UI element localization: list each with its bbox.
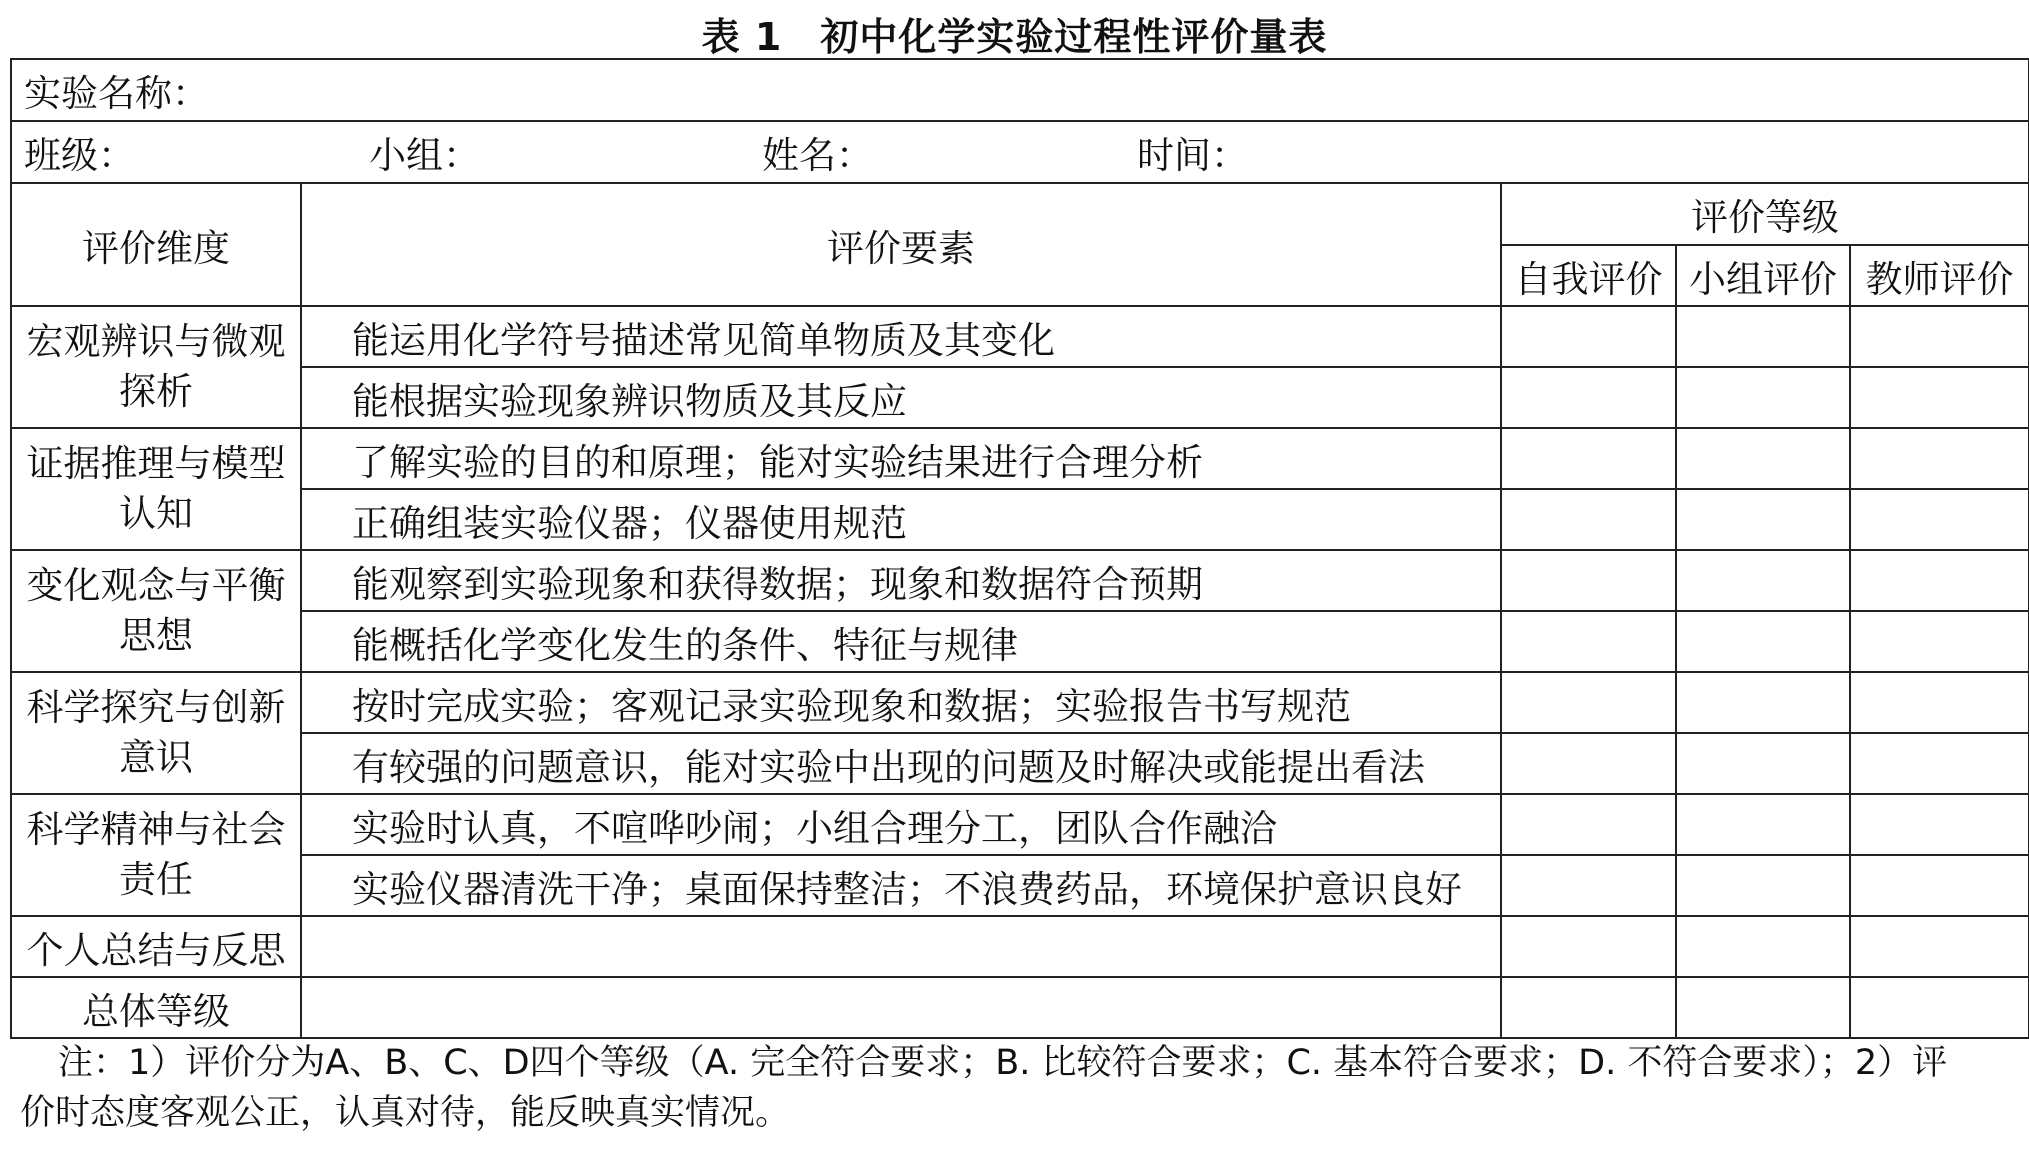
dimension-cell: 科学探究与创新意识	[11, 672, 301, 794]
teacher-grade-cell	[1850, 672, 2029, 733]
header-teacher-evaluation: 教师评价	[1850, 245, 2029, 306]
teacher-grade-cell	[1850, 611, 2029, 672]
element-cell: 能根据实验现象辨识物质及其反应	[301, 367, 1501, 428]
self-grade-cell	[1501, 733, 1676, 794]
reflection-label: 个人总结与反思	[11, 916, 301, 977]
note-line-1: 注：1）评价分为A、B、C、D四个等级（A. 完全符合要求；B. 比较符合要求；C. 基本符合要求；D. 不符合要求）；2）评	[58, 1043, 1948, 1083]
group-grade-cell	[1676, 489, 1850, 550]
self-grade-cell	[1501, 916, 1676, 977]
header-elements: 评价要素	[301, 183, 1501, 306]
table-note	[20, 1038, 2010, 1138]
group-grade-cell	[1676, 367, 1850, 428]
student-info-row	[11, 121, 2029, 183]
element-cell: 实验时认真，不喧哗吵闹；小组合理分工，团队合作融洽	[301, 794, 1501, 855]
group-grade-cell	[1676, 428, 1850, 489]
element-cell: 能观察到实验现象和获得数据；现象和数据符合预期	[301, 550, 1501, 611]
experiment-name-label: 实验名称：	[24, 72, 209, 115]
dimension-cell: 宏观辨识与微观探析	[11, 306, 301, 428]
header-grade: 评价等级	[1501, 183, 2029, 245]
teacher-grade-cell	[1850, 306, 2029, 367]
group-grade-cell	[1676, 977, 1850, 1038]
group-grade-cell	[1676, 550, 1850, 611]
group-grade-cell	[1676, 855, 1850, 916]
overall-grade-cell	[301, 977, 1501, 1038]
self-grade-cell	[1501, 428, 1676, 489]
name-label: 姓名：	[762, 134, 873, 177]
time-label: 时间：	[1137, 134, 1248, 177]
self-grade-cell	[1501, 977, 1676, 1038]
teacher-grade-cell	[1850, 489, 2029, 550]
element-cell: 能概括化学变化发生的条件、特征与规律	[301, 611, 1501, 672]
self-grade-cell	[1501, 306, 1676, 367]
self-grade-cell	[1501, 367, 1676, 428]
table-number: 表 1	[701, 15, 783, 59]
table-title-text: 初中化学实验过程性评价量表	[820, 15, 1328, 59]
teacher-grade-cell	[1850, 916, 2029, 977]
element-cell: 按时完成实验；客观记录实验现象和数据；实验报告书写规范	[301, 672, 1501, 733]
teacher-grade-cell	[1850, 428, 2029, 489]
element-cell: 能运用化学符号描述常见简单物质及其变化	[301, 306, 1501, 367]
dimension-cell: 证据推理与模型认知	[11, 428, 301, 550]
header-dimension: 评价维度	[11, 183, 301, 306]
self-grade-cell	[1501, 550, 1676, 611]
experiment-name-field	[11, 59, 2029, 121]
group-grade-cell	[1676, 794, 1850, 855]
group-grade-cell	[1676, 733, 1850, 794]
header-self-evaluation: 自我评价	[1501, 245, 1676, 306]
group-grade-cell	[1676, 306, 1850, 367]
dimension-cell: 变化观念与平衡思想	[11, 550, 301, 672]
group-grade-cell	[1676, 916, 1850, 977]
teacher-grade-cell	[1850, 367, 2029, 428]
self-grade-cell	[1501, 611, 1676, 672]
self-grade-cell	[1501, 489, 1676, 550]
evaluation-table	[10, 58, 2029, 1039]
reflection-cell	[301, 916, 1501, 977]
self-grade-cell	[1501, 794, 1676, 855]
group-grade-cell	[1676, 611, 1850, 672]
class-label: 班级：	[24, 134, 135, 177]
table-title	[0, 6, 2029, 61]
teacher-grade-cell	[1850, 550, 2029, 611]
teacher-grade-cell	[1850, 855, 2029, 916]
element-cell: 正确组装实验仪器；仪器使用规范	[301, 489, 1501, 550]
self-grade-cell	[1501, 672, 1676, 733]
header-group-evaluation: 小组评价	[1676, 245, 1850, 306]
overall-grade-label: 总体等级	[11, 977, 301, 1038]
teacher-grade-cell	[1850, 794, 2029, 855]
teacher-grade-cell	[1850, 733, 2029, 794]
self-grade-cell	[1501, 855, 1676, 916]
note-line-2: 价时态度客观公正，认真对待，能反映真实情况。	[20, 1093, 791, 1133]
dimension-cell: 科学精神与社会责任	[11, 794, 301, 916]
element-cell: 了解实验的目的和原理；能对实验结果进行合理分析	[301, 428, 1501, 489]
element-cell: 有较强的问题意识，能对实验中出现的问题及时解决或能提出看法	[301, 733, 1501, 794]
teacher-grade-cell	[1850, 977, 2029, 1038]
group-label: 小组：	[369, 134, 480, 177]
group-grade-cell	[1676, 672, 1850, 733]
element-cell: 实验仪器清洗干净；桌面保持整洁；不浪费药品，环境保护意识良好	[301, 855, 1501, 916]
